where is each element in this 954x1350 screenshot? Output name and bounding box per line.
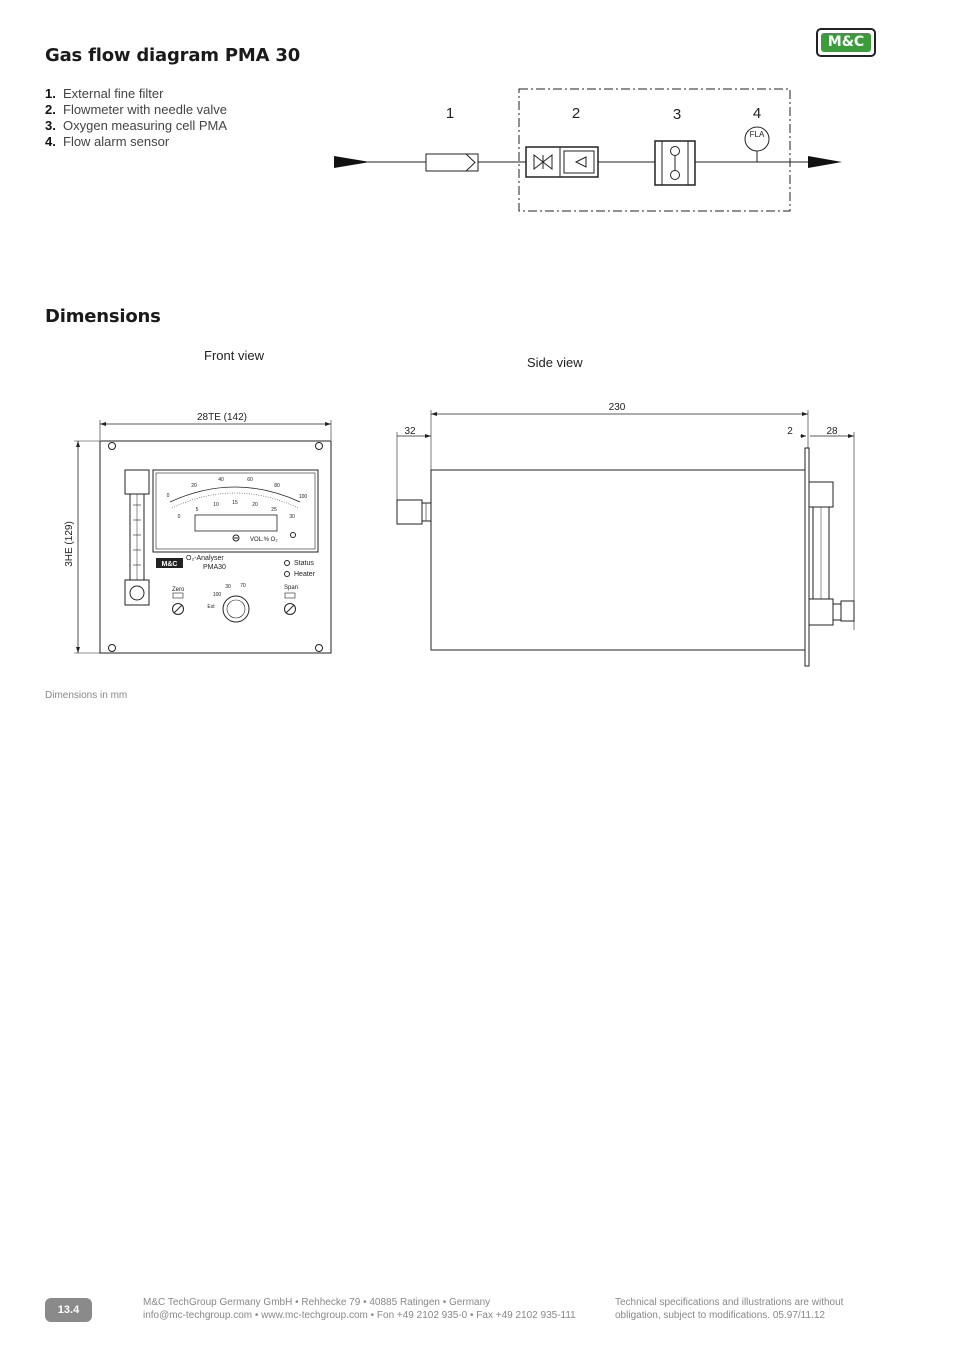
- outlet-arrow-icon: [808, 156, 842, 168]
- status-label: Status: [294, 560, 314, 567]
- height-dimension-label: 3HE (129): [64, 521, 75, 567]
- right-dimension-label: 28: [826, 426, 838, 437]
- svg-text:15: 15: [232, 500, 238, 506]
- svg-text:20: 20: [191, 483, 197, 489]
- flow-alarm-sensor-symbol: [745, 127, 769, 162]
- svg-text:100: 100: [212, 592, 222, 598]
- legend-item: 1. External fine filter: [45, 86, 164, 101]
- heater-label: Heater: [294, 571, 316, 578]
- svg-text:70: 70: [240, 583, 246, 589]
- disclaimer: [615, 1296, 843, 1322]
- disclaimer-line: Technical specifications and illustrations are without: [615, 1297, 844, 1308]
- sensor-label: FLA: [749, 130, 765, 139]
- legend-item: 3. Oxygen measuring cell PMA: [45, 118, 228, 133]
- diagram-number: 3: [672, 106, 682, 123]
- front-view-drawing: [0, 380, 380, 680]
- svg-text:10: 10: [213, 502, 219, 508]
- flowmeter-symbol: [526, 147, 598, 177]
- disclaimer-line: obligation, subject to modifications. 05.97/11.12: [615, 1310, 825, 1321]
- page-number-badge: 13.4: [45, 1298, 92, 1322]
- panel-dimension-label: 2: [787, 426, 793, 437]
- svg-text:Ext: Ext: [207, 604, 215, 610]
- svg-text:80: 80: [274, 483, 280, 489]
- inlet-arrow-icon: [334, 156, 370, 168]
- svg-text:25: 25: [271, 507, 277, 513]
- company-info: [143, 1296, 576, 1322]
- svg-text:20: 20: [252, 502, 258, 508]
- unit-label: VOL.% O₂: [250, 537, 278, 543]
- svg-text:0: 0: [177, 514, 181, 520]
- length-dimension-label: 230: [608, 402, 626, 413]
- front-view-label: Front view: [204, 348, 264, 363]
- svg-text:40: 40: [218, 477, 224, 483]
- svg-text:30: 30: [289, 514, 295, 520]
- device-model: PMA30: [203, 564, 226, 571]
- span-label: Span: [284, 585, 299, 591]
- legend-item: 2. Flowmeter with needle valve: [45, 102, 228, 117]
- company-address: M&C TechGroup Germany GmbH • Rehhecke 79 • 40885 Ratingen • Germany: [143, 1297, 491, 1308]
- fine-filter-symbol: [426, 154, 478, 171]
- diagram-number: 2: [571, 105, 581, 122]
- svg-text:5: 5: [195, 507, 199, 513]
- zero-label: Zero: [172, 587, 185, 593]
- device-name: O₂-Analyser: [186, 555, 224, 562]
- dimensions-title: Dimensions: [45, 306, 161, 327]
- measuring-cell-symbol: [655, 141, 695, 185]
- panel-logo-text: M&C: [161, 561, 178, 568]
- svg-text:100: 100: [298, 494, 308, 500]
- logo-text: M&C: [821, 33, 871, 52]
- diagram-number: 4: [752, 105, 762, 122]
- svg-text:0: 0: [166, 493, 170, 499]
- side-view-drawing: [380, 390, 880, 680]
- left-dimension-label: 32: [404, 426, 416, 437]
- side-view-label: Side view: [527, 355, 583, 370]
- width-dimension-label: 28TE (142): [196, 412, 248, 423]
- legend-item: 4. Flow alarm sensor: [45, 134, 170, 149]
- svg-text:60: 60: [247, 477, 253, 483]
- svg-text:30: 30: [225, 584, 231, 590]
- dimensions-note: Dimensions in mm: [45, 690, 128, 701]
- company-contact: info@mc-techgroup.com • www.mc-techgroup.com • Fon +49 2102 935-0 • Fax +49 2102 935-111: [143, 1310, 576, 1321]
- gas-flow-diagram: [0, 0, 954, 240]
- diagram-number: 1: [445, 105, 455, 122]
- gas-flow-title: Gas flow diagram PMA 30: [45, 45, 301, 66]
